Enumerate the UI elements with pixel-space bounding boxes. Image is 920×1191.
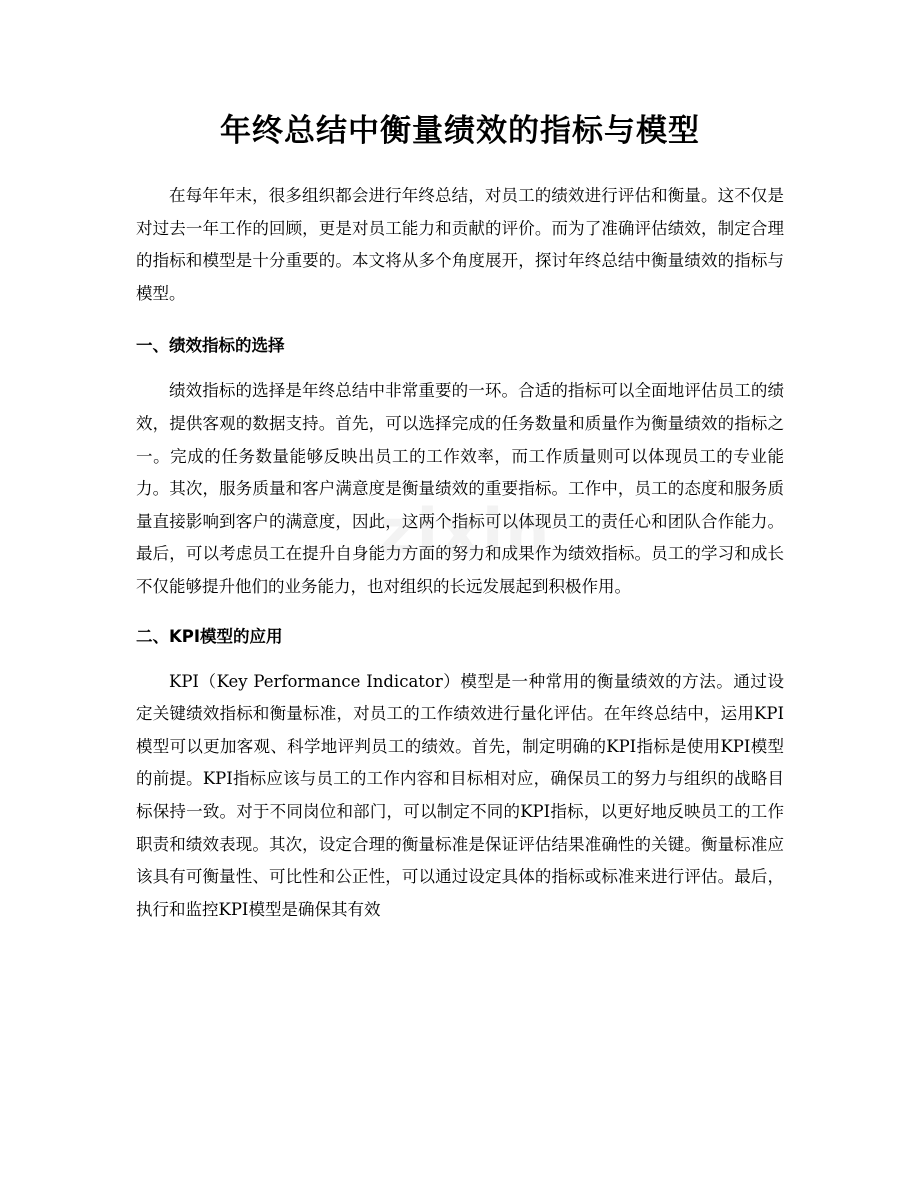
section-2-heading: 二、KPI模型的应用 bbox=[136, 626, 283, 646]
watermark: zixin bbox=[378, 495, 552, 568]
section-2-paragraph: KPI（Key Performance Indicator）模型是一种常用的衡量绩效的方法。通过设定关键绩效指标和衡量标准，对员工的工作绩效进行量化评估。在年终总结中，运用KPI模型可以更加客观、科学地评判员工的绩效。首先，制定明确的KPI指标是使用KPI模型的前提。KPI指标应该与员工的工作内容和目标相对应，确保员工的努力与组织的战略目标保持一致。对于不同岗位和部门，可以制定不同的KPI指标，以更好地反映员工的工作职责和绩效表现。其次，设定合理的衡量标准是保证评估结果准确性的关键。衡量标准应该具有可衡量性、可比性和公正性，可以通过设定具体的指标或标准来进行评估。最后，执行和监控KPI模型是确保其有效 bbox=[136, 671, 784, 919]
section-1-heading: 一、绩效指标的选择 bbox=[136, 336, 285, 356]
intro-paragraph: 在每年年末，很多组织都会进行年终总结，对员工的绩效进行评估和衡量。这不仅是对过去一年工作的回顾，更是对员工能力和贡献的评价。而为了准确评估绩效，制定合理的指标和模型是十分重要的。本文将从多个角度展开，探讨年终总结中衡量绩效的指标与模型。 bbox=[136, 186, 784, 303]
section-1-paragraph: 绩效指标的选择是年终总结中非常重要的一环。合适的指标可以全面地评估员工的绩效，提供客观的数据支持。首先，可以选择完成的任务数量和质量作为衡量绩效的指标之一。完成的任务数量能够反映出员工的工作效率，而工作质量则可以体现员工的专业能力。其次，服务质量和客户满意度是衡量绩效的重要指标。工作中，员工的态度和服务质量直接影响到客户的满意度，因此，这两个指标可以体现员工的责任心和团队合作能力。最后，可以考虑员工在提升自身能力方面的努力和成果作为绩效指标。员工的学习和成长不仅能够提升他们的业务能力，也对组织的长远发展起到积极作用。 bbox=[136, 381, 784, 596]
document-title: 年终总结中衡量绩效的指标与模型 bbox=[220, 113, 700, 149]
